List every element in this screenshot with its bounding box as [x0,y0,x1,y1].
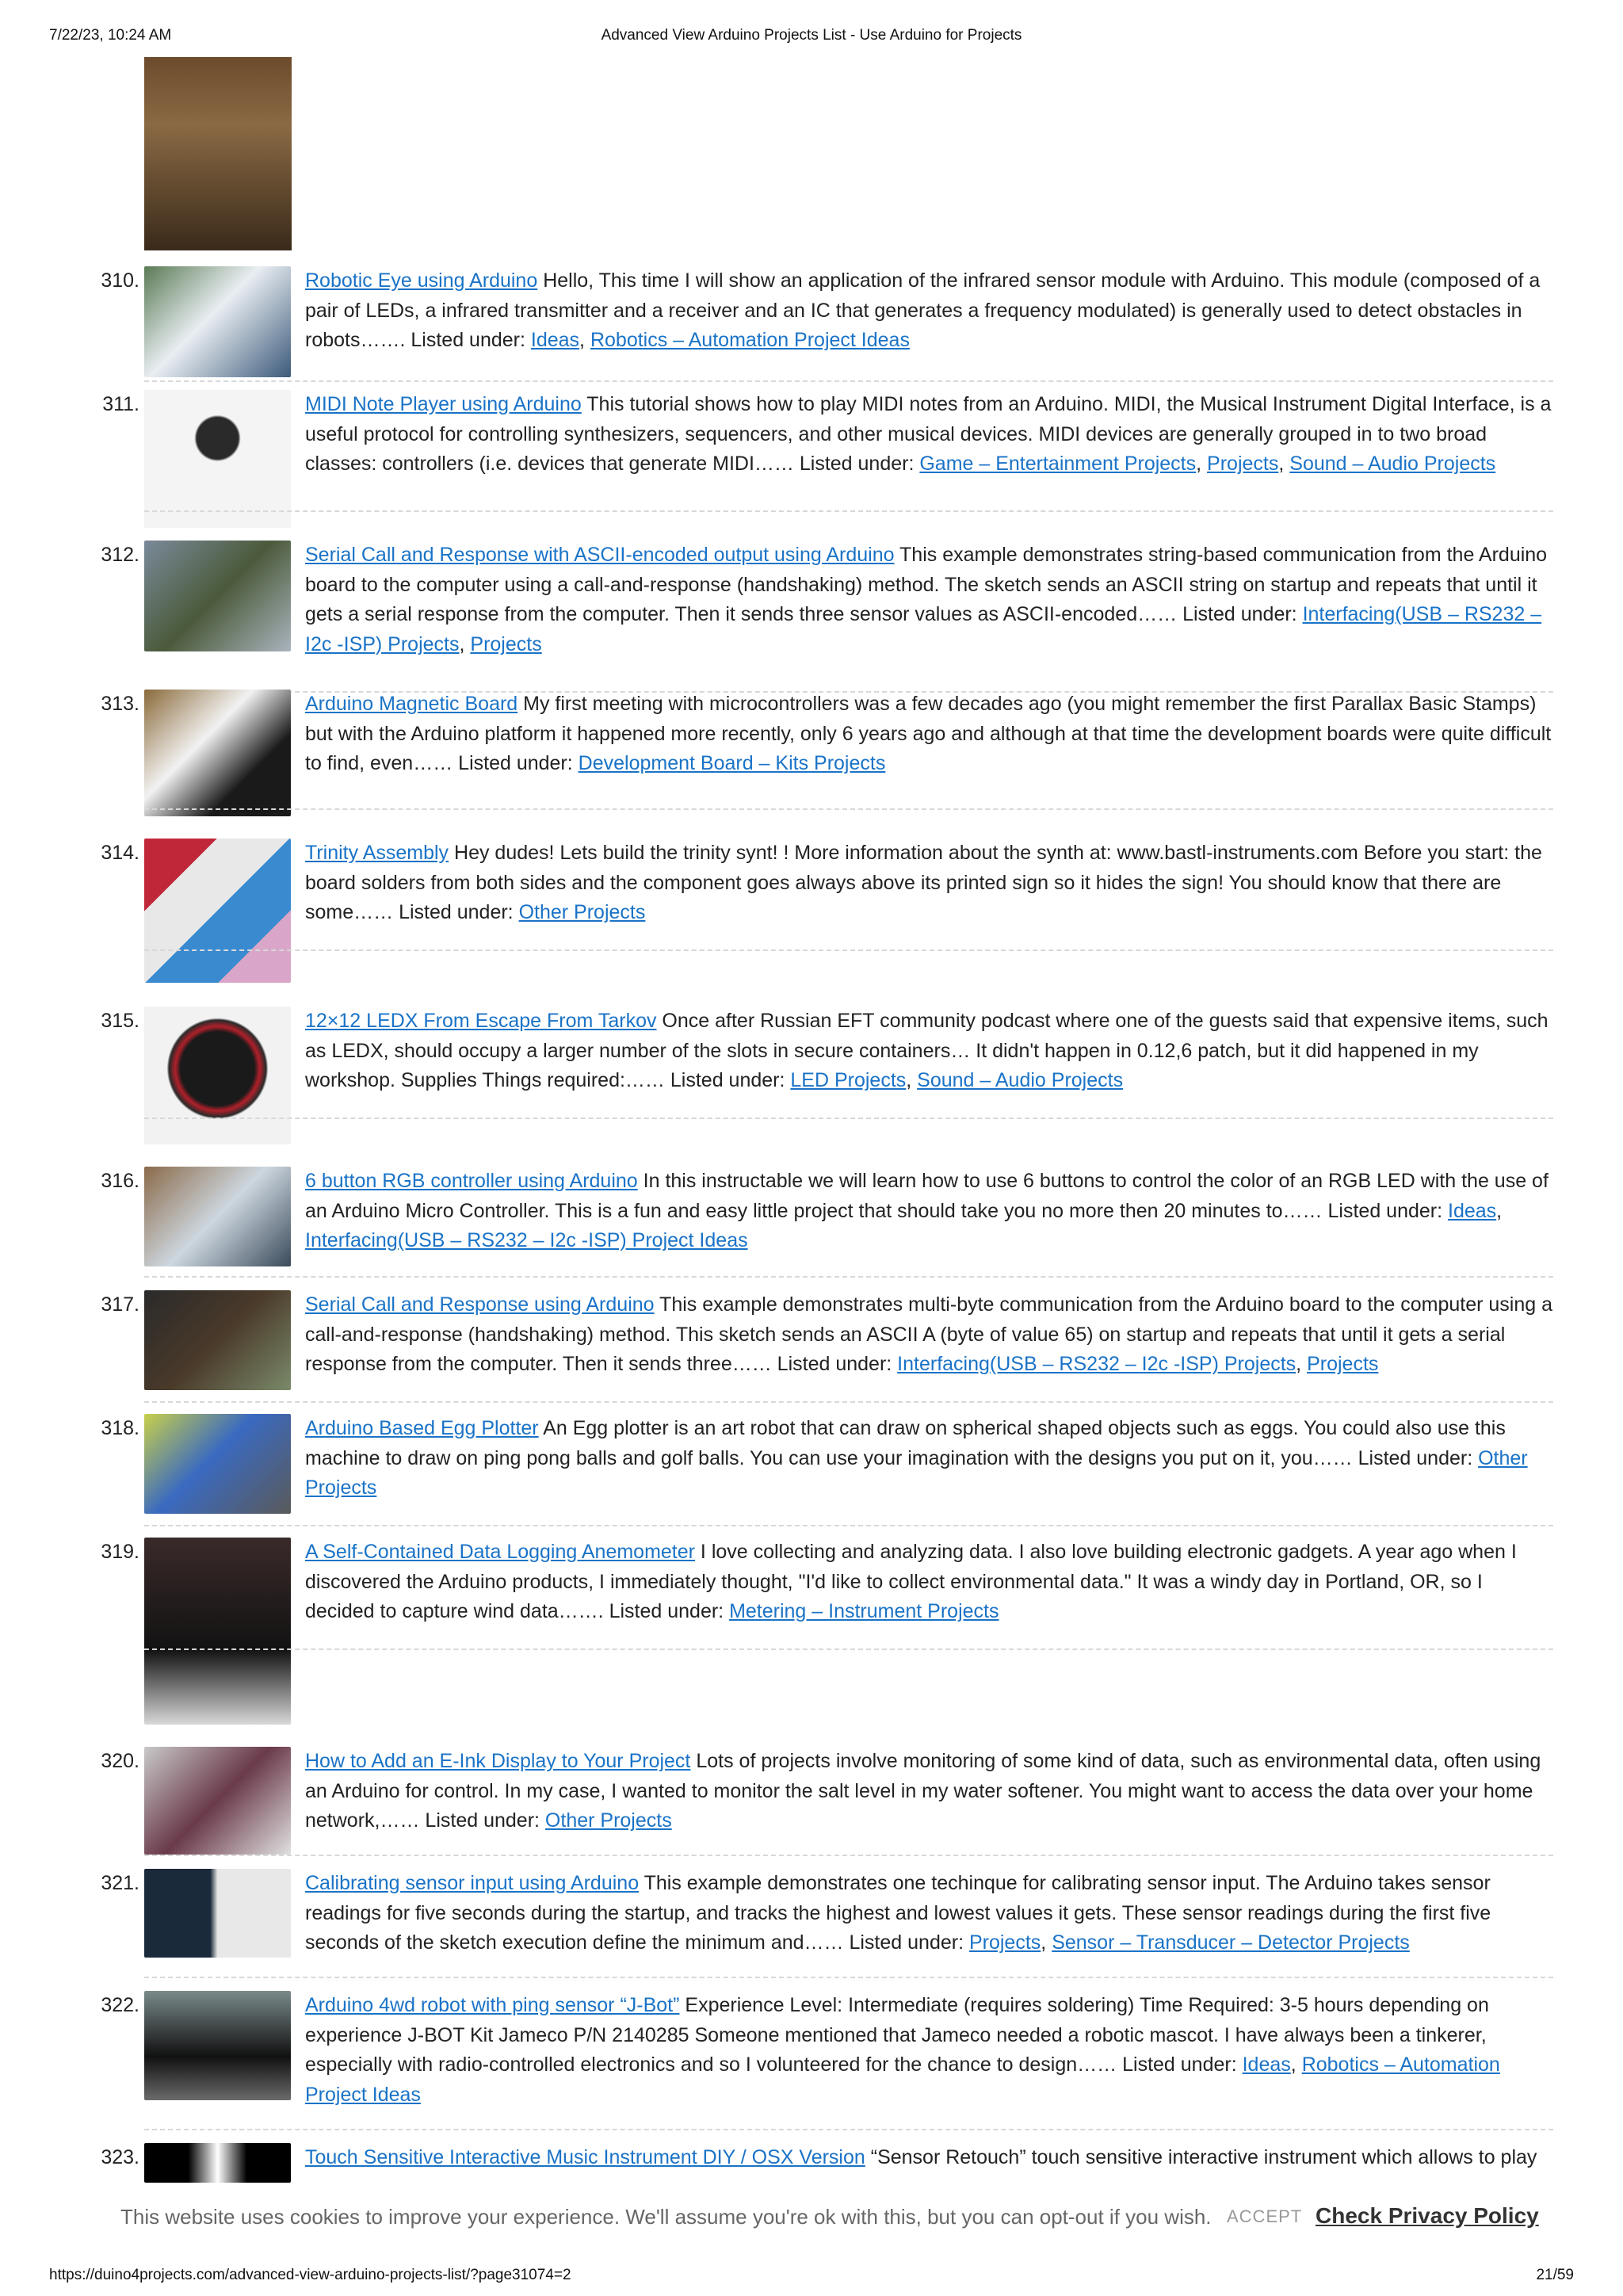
category-link[interactable]: Ideas [1242,2053,1291,2076]
listed-under-label: Listed under: [603,1600,730,1622]
category-link[interactable]: LED Projects [790,1069,907,1091]
category-link[interactable]: Other Projects [544,1809,672,1832]
entry-divider [144,1855,1553,1856]
entry-number: 318. [101,1417,139,1439]
print-page-number: 21/59 [1536,2267,1574,2283]
project-title-link[interactable]: Serial Call and Response with ASCII-encoded output using Arduino [305,544,895,566]
category-link[interactable]: Ideas [530,329,580,351]
category-link[interactable]: Projects [968,1931,1041,1954]
entry-number: 312. [101,544,139,566]
project-title-link[interactable]: MIDI Note Player using Arduino [305,393,582,415]
project-title-link[interactable]: Serial Call and Response using Arduino [305,1293,655,1316]
listed-under-label: Listed under: [1322,1199,1448,1222]
project-thumbnail[interactable] [144,266,291,377]
listed-under-label: Listed under: [1177,603,1303,625]
entry-divider [144,949,1553,951]
listed-under-label: Listed under: [664,1069,791,1091]
cookie-accept-button[interactable]: ACCEPT [1227,2206,1303,2226]
project-description: This example demonstrates one techinque for calibrating sensor input. The Arduino takes sensor readings for five seconds during the startup, and tracks the highest and lowest values it gets. These sensor readings during the first five seconds of the sketch execution define the minimum and…… [305,1872,1491,1954]
category-link[interactable]: Metering – Instrument Projects [729,1600,999,1622]
entry-text [305,2143,1553,2173]
category-link[interactable]: Sound – Audio Projects [917,1069,1124,1091]
entry-text: Serial Call and Response using Arduino This example demonstrates multi-byte communication from the Arduino board to the computer using a call-and-response (handshaking) method. This sketch sends an ASCII A (byte of value 65) on startup and repeats that until it gets a serial response from the computer. Then it sends three…… Listed under: Interfacing(USB – RS232 – I2c -ISP) Projects, Projects [305,1293,1552,1375]
project-description: Hello, This time I will show an application of the infrared sensor module with Arduino. This module (composed of a pair of LEDs, a infrared transmitter and a receiver and an IC that generates a frequency modulated) is generally used to detect obstacles in robots……. [305,269,1541,351]
entry-text: Serial Call and Response with ASCII-encoded output using Arduino This example demonstrates string-based communication from the Arduino board to the computer using a call-and-response (handshaking) method. The sketch sends an ASCII string on startup and repeats that until it gets a serial response from the computer. Then it sends three sensor values as ASCII-encoded…… Listed under: Interfacing(USB – RS232 – I2c -ISP) Projects, Projects [305,544,1548,655]
project-title-link[interactable]: 12×12 LEDX From Escape From Tarkov [305,1010,657,1032]
entry-number: 315. [101,1010,139,1032]
project-thumbnail[interactable] [144,1538,291,1725]
listed-under-label: Listed under: [793,453,920,475]
entry-text: 12×12 LEDX From Escape From Tarkov Once after Russian EFT community podcast where one of the guests said that expensive items, such as LEDX, should occupy a larger number of the slots in secure containers… It didn't happen in 0.12,6 patch, but it did happened in my workshop. Supplies Things required:…… Listed under: LED Projects, Sound – Audio Projects [305,1010,1549,1091]
project-thumbnail[interactable] [144,839,291,983]
project-thumbnail[interactable] [144,1007,291,1144]
project-title-link[interactable]: Touch Sensitive Interactive Music Instrument DIY / OSX Version [305,2146,865,2168]
project-title-link[interactable]: Arduino 4wd robot with ping sensor “J-Bot” [305,1994,680,2016]
entry-number: 310. [101,269,139,292]
entry-text: Arduino 4wd robot with ping sensor “J-Bot” Experience Level: Intermediate (requires soldering) Time Required: 3-5 hours depending on experience J-BOT Kit Jameco P/N 2140285 Someone mentioned that Jameco needed a robotic mascot. I have always been a tinkerer, especially with radio-controlled electronics and so I volunteered for the chance to design…… Listed under: Ideas, Robotics – Automation Project Ideas [305,1994,1500,2106]
project-description: This tutorial shows how to play MIDI notes from an Arduino. MIDI, the Musical Instrument Digital Interface, is a useful protocol for controlling synthesizers, sequencers, and other musical devices. MIDI devices are generally grouped in to two broad classes: controllers (i.e. devices that generate MIDI…… [305,393,1552,475]
project-thumbnail[interactable] [144,1869,291,1958]
category-link[interactable]: Other Projects [305,1446,1528,1499]
project-title-link[interactable]: Arduino Magnetic Board [305,693,518,715]
project-description: In this instructable we will learn how to use 6 buttons to control the color of an RGB LED with the use of an Arduino Micro Controller. This is a fun and easy little project that should take you no more then 20 minutes to…… [305,1170,1549,1222]
entry-text [305,1538,1553,1627]
listed-under-label: Listed under: [419,1809,545,1832]
print-datetime: 7/22/23, 10:24 AM [49,27,172,44]
entry-text [305,1414,1553,1503]
category-link[interactable]: Game – Entertainment Projects [919,453,1197,475]
listed-under-label: Listed under: [405,329,531,351]
project-title-link[interactable]: Arduino Based Egg Plotter [305,1417,539,1439]
project-description: My first meeting with microcontrollers was a few decades ago (you might remember the first Parallax Basic Stamps) but with the Arduino platform it happened more recently, only 6 years ago and although at that time the development boards were quite difficult to find, even…… [305,693,1552,774]
project-description: “Sensor Retouch” touch sensitive interactive instrument which allows to play [865,2146,1537,2168]
category-link[interactable]: Robotics – Automation Project Ideas [590,329,910,351]
project-description: Once after Russian EFT community podcast where one of the guests said that expensive items, such as LEDX, should occupy a larger number of the slots in secure containers… It didn't happen in 0.12,6 patch, but it did happened in my workshop. Supplies Things required:…… [305,1010,1549,1091]
project-title-link[interactable]: Calibrating sensor input using Arduino [305,1872,640,1894]
entry-number: 321. [101,1872,139,1894]
entry-text: Calibrating sensor input using Arduino This example demonstrates one techinque for calibrating sensor input. The Arduino takes sensor readings for five seconds during the startup, and tracks the highest and lowest values it gets. These sensor readings during the first five seconds of the sketch execution define the minimum and…… Listed under: Projects, Sensor – Transducer – Detector Projects [305,1872,1491,1954]
print-footer [49,2267,1574,2289]
project-title-link[interactable]: Trinity Assembly [305,842,449,864]
project-thumbnail[interactable] [144,390,291,528]
project-thumbnail[interactable] [144,1747,291,1855]
category-link[interactable]: Sound – Audio Projects [1289,453,1496,475]
entry-number: 320. [101,1750,139,1772]
entry-number: 317. [101,1293,139,1316]
entry-divider [144,808,1553,810]
project-thumbnail[interactable] [144,1167,291,1266]
project-thumbnail[interactable] [144,1290,291,1390]
project-title-link[interactable]: How to Add an E-Ink Display to Your Project [305,1750,691,1772]
entry-number: 311. [102,393,139,415]
project-title-link[interactable]: 6 button RGB controller using Arduino [305,1170,638,1192]
project-description: This example demonstrates multi-byte communication from the Arduino board to the computer using a call-and-response (handshaking) method. This sketch sends an ASCII A (byte of value 65) on startup and repeats that until it gets a serial response from the computer. Then it sends three…… [305,1293,1552,1375]
privacy-policy-link[interactable]: Check Privacy Policy [1316,2203,1539,2228]
category-link[interactable]: Projects [470,632,542,655]
category-link[interactable]: Robotics – Automation Project Ideas [305,2053,1500,2106]
entry-divider [144,1977,1553,1978]
project-description: Experience Level: Intermediate (requires soldering) Time Required: 3-5 hours depending on experience J-BOT Kit Jameco P/N 2140285 Someone mentioned that Jameco needed a robotic mascot. I have always been a tinkerer, especially with radio-controlled electronics and so I volunteered for the chance to design…… [305,1994,1489,2076]
listed-under-label: Listed under: [453,752,579,774]
entry-number: 314. [101,842,139,864]
project-title-link[interactable]: A Self-Contained Data Logging Anemometer [305,1541,695,1563]
project-description: Lots of projects involve monitoring of some kind of data, such as environmental data, often using an Arduino for control. In my case, I wanted to monitor the salt level in my water softener. You might want to access the data over your home network,…… [305,1750,1541,1832]
entry-text [305,1747,1553,1836]
entry-number: 322. [101,1994,139,2016]
project-thumbnail[interactable] [144,1991,291,2100]
listed-under-label: Listed under: [393,901,519,923]
entry-number: 319. [101,1541,139,1563]
project-thumbnail[interactable] [144,541,291,651]
project-thumbnail[interactable] [144,57,292,250]
print-header [49,27,1574,49]
entry-number: 316. [101,1170,139,1192]
entry-divider [144,2129,1553,2130]
category-link[interactable]: Sensor – Transducer – Detector Projects [1052,1931,1410,1954]
entry-text: 6 button RGB controller using Arduino In this instructable we will learn how to use 6 buttons to control the color of an RGB LED with the use of an Arduino Micro Controller. This is a fun and easy little project that should take you no more then 20 minutes to…… Listed under: Ideas, Interfacing(USB – RS232 – I2c -ISP) Project Ideas [305,1170,1549,1251]
project-description: I love collecting and analyzing data. I also love building electronic gadgets. A year ago when I discovered the Arduino products, I immediately thought, "I'd like to collect environmental data." It was a windy day in Portland, OR, so I decided to capture wind data……. [305,1541,1517,1622]
project-thumbnail[interactable] [144,690,291,816]
entry-text [305,690,1553,779]
category-link[interactable]: Interfacing(USB – RS232 – I2c -ISP) Projects [897,1353,1296,1375]
entry-divider [144,510,1553,512]
project-description: An Egg plotter is an art robot that can draw on spherical shaped objects such as eggs. You could also use this machine to draw on ping pong balls and golf balls. You can use your imagination with the designs you put on it, you…… [305,1417,1506,1469]
print-url: https://duino4projects.com/advanced-view-arduino-projects-list/?page31074=2 [49,2267,571,2283]
listed-under-label: Listed under: [843,1931,969,1954]
entry-divider [144,1117,1553,1119]
entry-text: Robotic Eye using Arduino Hello, This time I will show an application of the infrared sensor module with Arduino. This module (composed of a pair of LEDs, a infrared transmitter and a receiver and an IC that generates a frequency modulated) is generally used to detect obstacles in robots……. Listed under: Ideas, Robotics – Automation Project Ideas [305,269,1541,351]
entry-text: MIDI Note Player using Arduino This tutorial shows how to play MIDI notes from an Arduino. MIDI, the Musical Instrument Digital Interface, is a useful protocol for controlling synthesizers, sequencers, and other musical devices. MIDI devices are generally grouped in to two broad classes: controllers (i.e. devices that generate MIDI…… Listed under: Game – Entertainment Projects, Projects, Sound – Audio Projects [305,393,1552,475]
project-title-link[interactable]: Robotic Eye using Arduino [305,269,538,292]
category-link[interactable]: Interfacing(USB – RS232 – I2c -ISP) Projects [305,603,1542,655]
entry-divider [144,1525,1553,1526]
category-link[interactable]: Development Board – Kits Projects [578,752,886,774]
entry-number: 313. [101,693,139,715]
category-link[interactable]: Ideas [1448,1199,1497,1222]
entry-text [305,839,1553,928]
entry-divider [144,1401,1553,1403]
category-link[interactable]: Projects [1307,1353,1379,1375]
entry-number: 323. [101,2146,139,2168]
project-description: Hey dudes! Lets build the trinity synt! ! More information about the synth at: www.bastl-instruments.com Before you start: the board solders from both sides and the component goes always above its printed sign so it hides the sign! You should know that there are some…… [305,842,1542,923]
category-link[interactable]: Other Projects [518,901,646,923]
listed-under-label: Listed under: [1352,1446,1479,1469]
project-thumbnail[interactable] [144,1414,291,1514]
category-link[interactable]: Projects [1207,453,1279,475]
listed-under-label: Listed under: [771,1353,898,1375]
category-link[interactable]: Interfacing(USB – RS232 – I2c -ISP) Project Ideas [305,1229,748,1251]
project-description: This example demonstrates string-based communication from the Arduino board to the computer using a call-and-response (handshaking) method. The sketch sends an ASCII string on startup and repeats that until it gets a serial response from the computer. Then it sends three sensor values as ASCII-encoded…… [305,544,1548,625]
entry-divider [144,380,1553,382]
listed-under-label: Listed under: [1117,2053,1243,2076]
cookie-message: This website uses cookies to improve your experience. We'll assume you're ok with this, but you can opt-out if you wish. [120,2205,1212,2229]
entry-divider [144,1276,1553,1278]
print-page-title: Advanced View Arduino Projects List - Use Arduino for Projects [601,27,1022,44]
entry-divider [144,1648,1553,1650]
project-thumbnail[interactable] [144,2143,291,2183]
cookie-bar [0,2187,1623,2251]
